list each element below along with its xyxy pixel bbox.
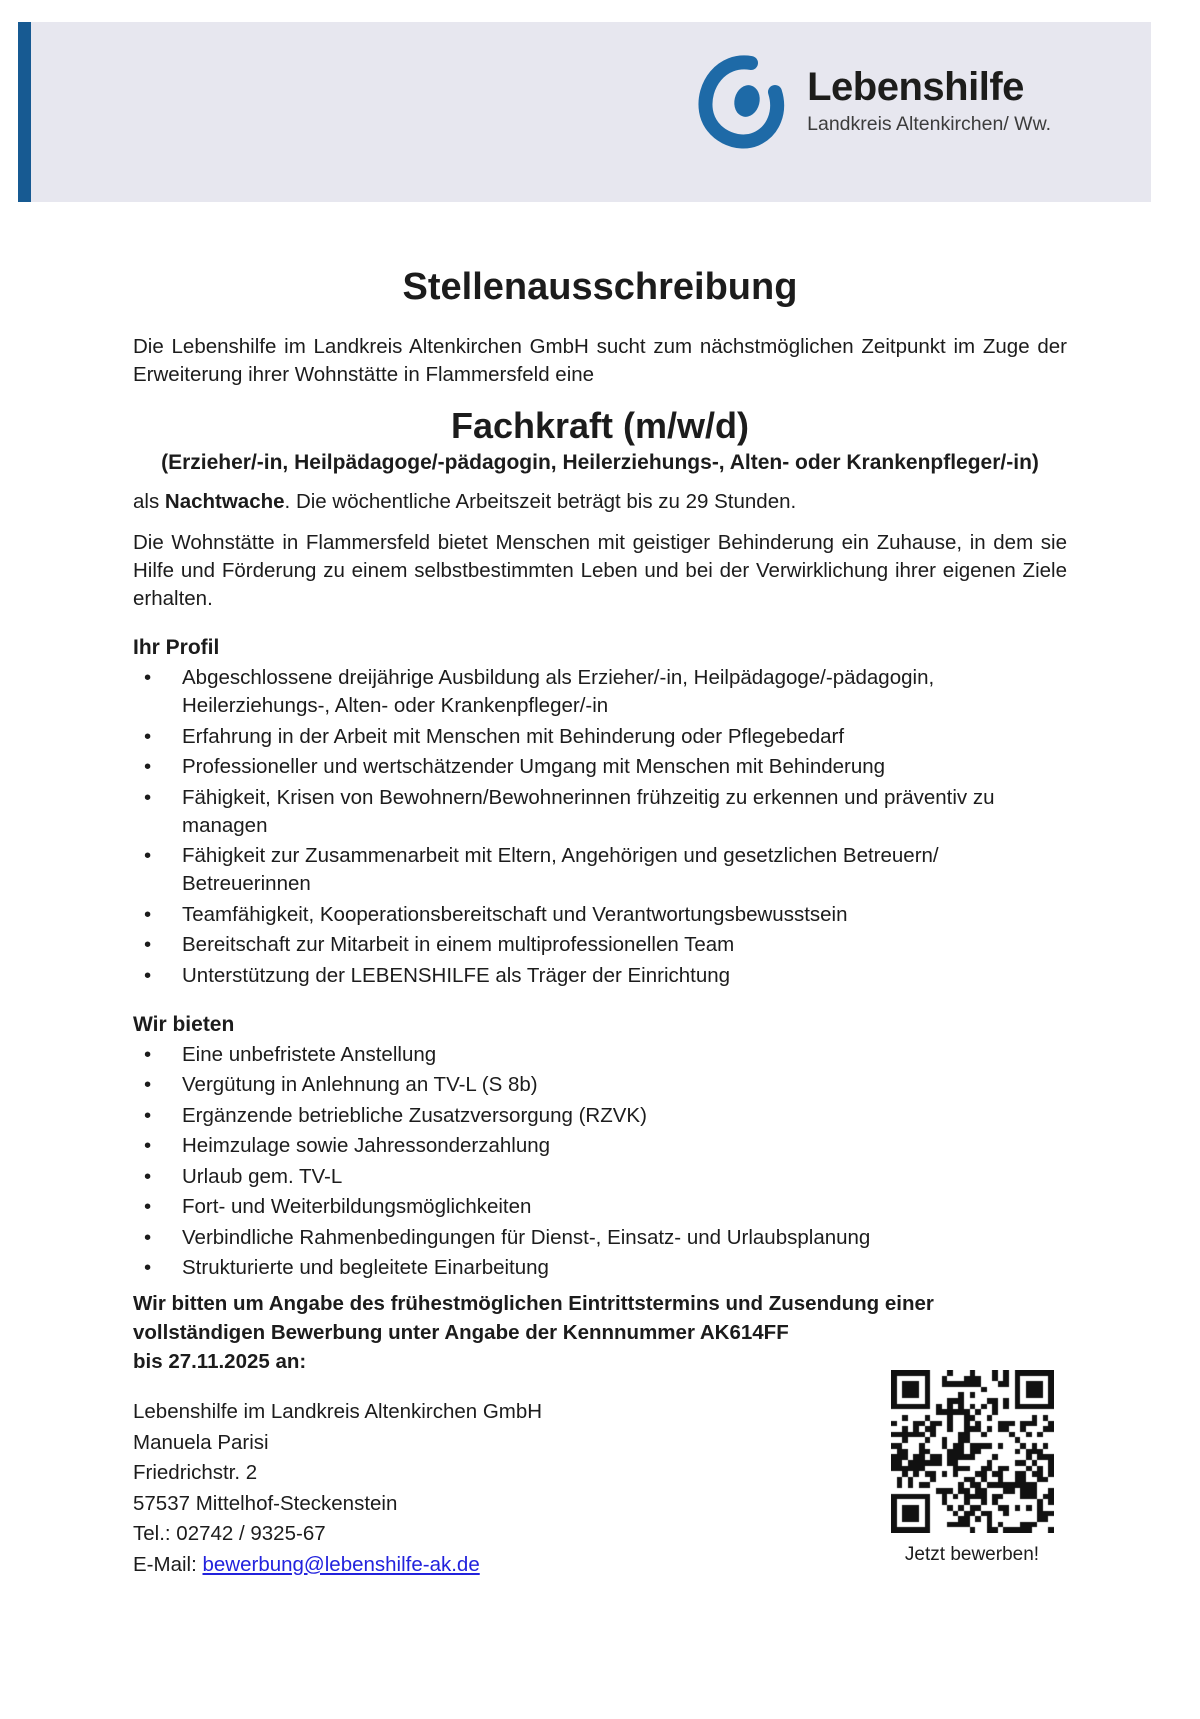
profile-heading: Ihr Profil bbox=[133, 636, 220, 659]
contact-street: Friedrichstr. 2 bbox=[133, 1461, 258, 1484]
list-item bbox=[133, 842, 1067, 898]
intro-paragraph: Die Lebenshilfe im Landkreis Altenkirchen GmbH sucht zum nächstmöglichen Zeitpunkt im Zuge der Erweiterung ihrer Wohnstätte in Flammersfeld eine bbox=[133, 335, 1067, 386]
list-item bbox=[133, 901, 1067, 929]
qr-caption: Jetzt bewerben! bbox=[904, 1544, 1040, 1565]
list-item bbox=[133, 1224, 1067, 1252]
list-item bbox=[133, 1071, 1067, 1099]
lebenshilfe-logo-icon bbox=[689, 50, 793, 150]
list-item-text: Eine unbefristete Anstellung bbox=[182, 1042, 437, 1066]
list-item-text: Fähigkeit zur Zusammenarbeit mit Eltern, Angehörigen und gesetzlichen Betreuern/ Betreuerinnen bbox=[182, 844, 939, 895]
list-item-text: Abgeschlossene dreijährige Ausbildung als Erzieher/-in, Heilpädagoge/-pädagogin, Heilerziehungs-, Alten- oder Krankenpfleger/-in bbox=[182, 666, 935, 717]
list-item-text: Vergütung in Anlehnung an TV-L (S 8b) bbox=[182, 1073, 538, 1096]
header-banner bbox=[18, 22, 1151, 202]
accent-stripe bbox=[18, 22, 31, 202]
job-title: Fachkraft (m/w/d) bbox=[450, 405, 750, 446]
list-item bbox=[133, 1193, 1067, 1221]
contact-phone: Tel.: 02742 / 9325-67 bbox=[133, 1522, 326, 1545]
list-item bbox=[133, 1254, 1067, 1282]
list-item bbox=[133, 1132, 1067, 1160]
list-item-text: Verbindliche Rahmenbedingungen für Dienst-, Einsatz- und Urlaubsplanung bbox=[182, 1225, 871, 1249]
contact-company: Lebenshilfe im Landkreis Altenkirchen GmbH bbox=[133, 1400, 543, 1423]
page-title: Stellenausschreibung bbox=[402, 266, 798, 308]
contact-city: 57537 Mittelhof-Steckenstein bbox=[133, 1491, 398, 1515]
description-paragraph: Die Wohnstätte in Flammersfeld bietet Menschen mit geistiger Behinderung ein Zuhause, in dem sie Hilfe und Förderung zu einem selbstbestimmten Leben und bei der Verwirklichung ihrer eigenen Ziele erhalten. bbox=[133, 531, 1067, 610]
application-instructions bbox=[133, 1289, 1067, 1376]
email-link[interactable]: bewerbung@lebenshilfe-ak.de bbox=[202, 1552, 480, 1576]
list-item-text: Fähigkeit, Krisen von Bewohnern/Bewohnerinnen frühzeitig zu erkennen und präventiv zu managen bbox=[182, 785, 995, 837]
document-page bbox=[0, 22, 1200, 1580]
list-item-text: Bereitschaft zur Mitarbeit in einem multiprofessionellen Team bbox=[182, 933, 735, 956]
list-item-text: Teamfähigkeit, Kooperationsbereitschaft und Verantwortungsbewusstsein bbox=[182, 902, 848, 926]
list-item-text: Fort- und Weiterbildungsmöglichkeiten bbox=[182, 1195, 532, 1218]
application-line-2: vollständigen Bewerbung unter Angabe der Kennnummer AK614FF bbox=[133, 1321, 789, 1344]
brand-subtitle: Landkreis Altenkirchen/ Ww. bbox=[807, 113, 1051, 135]
list-item-text: Ergänzende betriebliche Zusatzversorgung (RZVK) bbox=[182, 1103, 647, 1127]
list-item bbox=[133, 1102, 1067, 1130]
list-item-text: Erfahrung in der Arbeit mit Menschen mit Behinderung oder Pflegebedarf bbox=[182, 724, 845, 748]
brand-name: Lebenshilfe bbox=[807, 65, 1024, 109]
list-item bbox=[133, 784, 1067, 840]
offer-list bbox=[133, 1041, 1067, 1283]
hours-rest: . Die wöchentliche Arbeitszeit beträgt bis zu 29 Stunden. bbox=[284, 490, 797, 513]
hours-role: Nachtwache bbox=[164, 490, 285, 513]
list-item bbox=[133, 753, 1067, 781]
qr-code bbox=[891, 1370, 1054, 1533]
application-line-1: Wir bitten um Angabe des frühestmöglichen Eintrittstermins und Zusendung einer bbox=[133, 1292, 934, 1315]
contact-person: Manuela Parisi bbox=[133, 1430, 269, 1454]
document-body bbox=[0, 264, 1200, 1580]
application-section bbox=[133, 1289, 1067, 1580]
list-item-text: Heimzulage sowie Jahressonderzahlung bbox=[182, 1134, 551, 1157]
list-item bbox=[133, 664, 1067, 720]
hours-prefix: als bbox=[133, 490, 165, 513]
email-label: E-Mail: bbox=[133, 1552, 203, 1576]
list-item bbox=[133, 962, 1067, 990]
list-item bbox=[133, 1041, 1067, 1069]
profile-list bbox=[133, 664, 1067, 990]
qr-block bbox=[883, 1370, 1061, 1566]
list-item bbox=[133, 931, 1067, 959]
job-subtitle: (Erzieher/-in, Heilpädagoge/-pädagogin, Heilerziehungs-, Alten- oder Krankenpfleger/-in) bbox=[161, 451, 1039, 474]
logo-text bbox=[807, 50, 1051, 136]
list-item-text: Unterstützung der LEBENSHILFE als Träger der Einrichtung bbox=[182, 963, 731, 987]
list-item-text: Urlaub gem. TV-L bbox=[182, 1164, 343, 1188]
logo bbox=[689, 50, 1051, 150]
list-item bbox=[133, 1163, 1067, 1191]
list-item-text: Professioneller und wertschätzender Umgang mit Menschen mit Behinderung bbox=[182, 755, 886, 778]
application-line-3: bis 27.11.2025 an: bbox=[133, 1350, 307, 1373]
list-item bbox=[133, 723, 1067, 751]
offer-heading: Wir bieten bbox=[133, 1012, 235, 1036]
working-hours-line bbox=[133, 488, 1067, 516]
list-item-text: Strukturierte und begleitete Einarbeitung bbox=[182, 1256, 549, 1279]
